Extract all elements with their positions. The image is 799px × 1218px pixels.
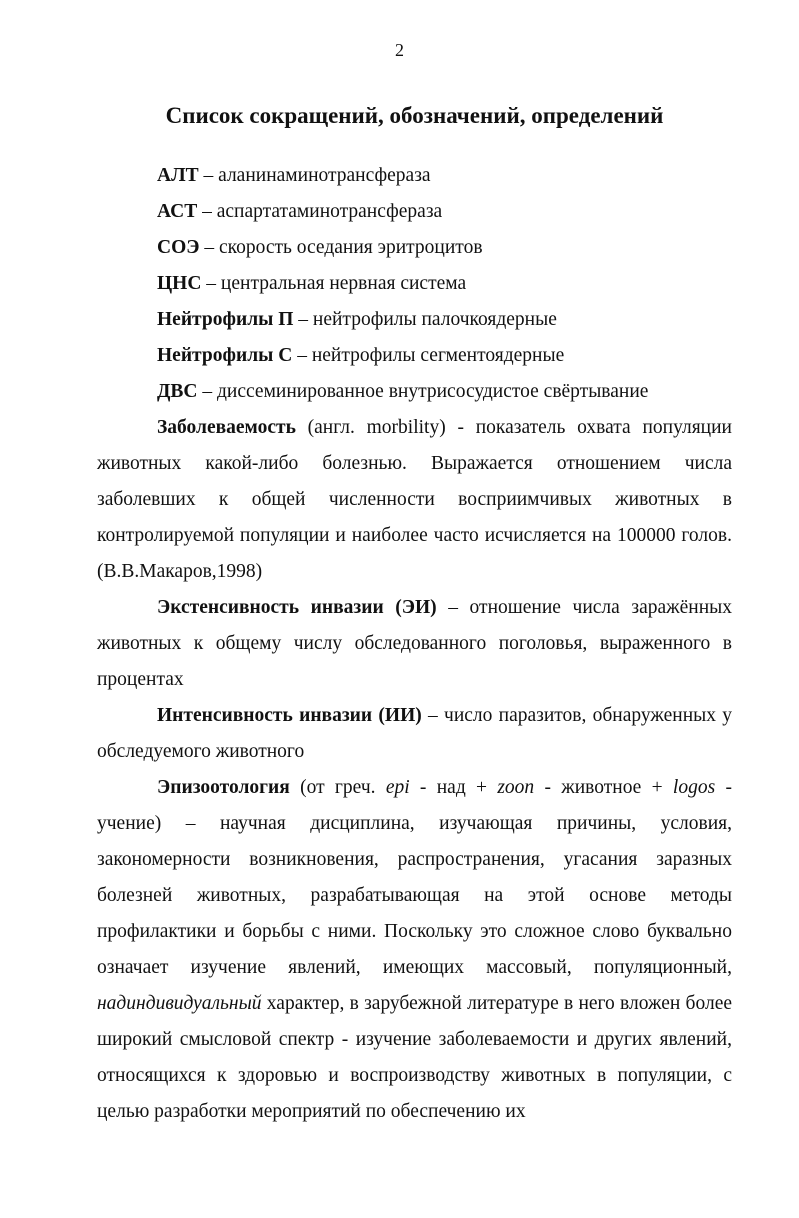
definition-morbidity bbox=[97, 410, 732, 590]
greek-word-zoon: zoon bbox=[497, 777, 535, 798]
definition-text: - учение) – научная дисциплина, изучающая причины, условия, закономерности возникновения, распространения, угасания заразных болезней животных, разрабатывающая на этой основе методы профилактики и борьбы с ними. Поскольку это сложное слово буквально означает изучение явлений, имеющих массовый, популяционный, bbox=[97, 777, 732, 978]
abbreviation-separator: – bbox=[292, 345, 312, 366]
definition-epizootology bbox=[97, 770, 732, 1130]
abbreviation-definition: нейтрофилы сегментоядерные bbox=[311, 345, 565, 366]
definition-invasion-extensity bbox=[97, 590, 732, 698]
abbreviation-entry bbox=[157, 272, 466, 296]
abbreviation-definition: нейтрофилы палочкоядерные bbox=[312, 309, 557, 330]
abbreviation-definition: скорость оседания эритроцитов bbox=[218, 237, 483, 258]
definition-invasion-intensity bbox=[97, 698, 732, 770]
definition-term: Заболеваемость bbox=[157, 417, 296, 438]
page-title: Список сокращений, обозначений, определений bbox=[165, 103, 664, 128]
abbreviation-term: Нейтрофилы П bbox=[157, 309, 294, 330]
page-number: 2 bbox=[395, 40, 404, 60]
abbreviation-separator: – bbox=[197, 381, 218, 402]
greek-word-epi: epi bbox=[385, 777, 410, 798]
definition-term: Интенсивность инвазии (ИИ) bbox=[157, 705, 422, 726]
definition-text: – отношение числа заражённых животных к общему числу обследованного поголовья, выраженного в процентах bbox=[97, 597, 733, 690]
abbreviation-definition: аспартатаминотрансфераза bbox=[216, 201, 443, 222]
definition-term: Экстенсивность инвазии (ЭИ) bbox=[157, 597, 437, 618]
abbreviation-definition: диссеминированное внутрисосудистое свёртывание bbox=[217, 381, 649, 402]
abbreviation-term: СОЭ bbox=[157, 237, 200, 258]
definition-text: (от греч. bbox=[289, 777, 386, 798]
abbreviation-term: ЦНС bbox=[157, 273, 202, 294]
abbreviation-entry bbox=[157, 236, 483, 260]
abbreviation-term: АЛТ bbox=[157, 165, 199, 186]
abbreviation-separator: – bbox=[199, 237, 219, 258]
definition-text: - над + bbox=[409, 777, 498, 798]
abbreviation-separator: – bbox=[293, 309, 313, 330]
abbreviation-entry bbox=[157, 164, 431, 188]
abbreviation-definition: аланинаминотрансфераза bbox=[218, 165, 431, 186]
emphasized-term: надиндивидуальный bbox=[97, 993, 262, 1014]
definition-text: - животное + bbox=[534, 777, 673, 798]
definition-text: (англ. morbility) - показатель охвата популяции животных какой-либо болезнью. Выражается отношением числа заболевших к общей численности восприимчивых животных в контролируемой популяции и наиболее часто исчисляется на 100000 голов. (В.В.Макаров,1998) bbox=[97, 417, 732, 582]
abbreviation-separator: – bbox=[198, 165, 219, 186]
abbreviation-entry bbox=[157, 308, 557, 332]
abbreviation-separator: – bbox=[201, 273, 221, 294]
abbreviation-entry bbox=[157, 200, 442, 224]
abbreviation-entry bbox=[157, 344, 564, 368]
abbreviation-separator: – bbox=[197, 201, 217, 222]
abbreviation-term: Нейтрофилы С bbox=[157, 345, 293, 366]
abbreviation-entry bbox=[157, 380, 648, 404]
greek-word-logos: logos bbox=[672, 777, 716, 798]
definition-text: – число паразитов, обнаруженных у обследуемого животного bbox=[97, 705, 732, 762]
abbreviation-definition: центральная нервная система bbox=[220, 273, 467, 294]
definition-term: Эпизоотология bbox=[157, 777, 290, 798]
abbreviation-term: АСТ bbox=[157, 201, 198, 222]
definition-text: характер, в зарубежной литературе в него вложен более широкий смысловой спектр - изучение заболеваемости и других явлений, относящихся к здоровью и воспроизводству животных в популяции, с целью разработки мероприятий по обеспечению их bbox=[97, 993, 732, 1122]
abbreviation-term: ДВС bbox=[157, 381, 198, 402]
